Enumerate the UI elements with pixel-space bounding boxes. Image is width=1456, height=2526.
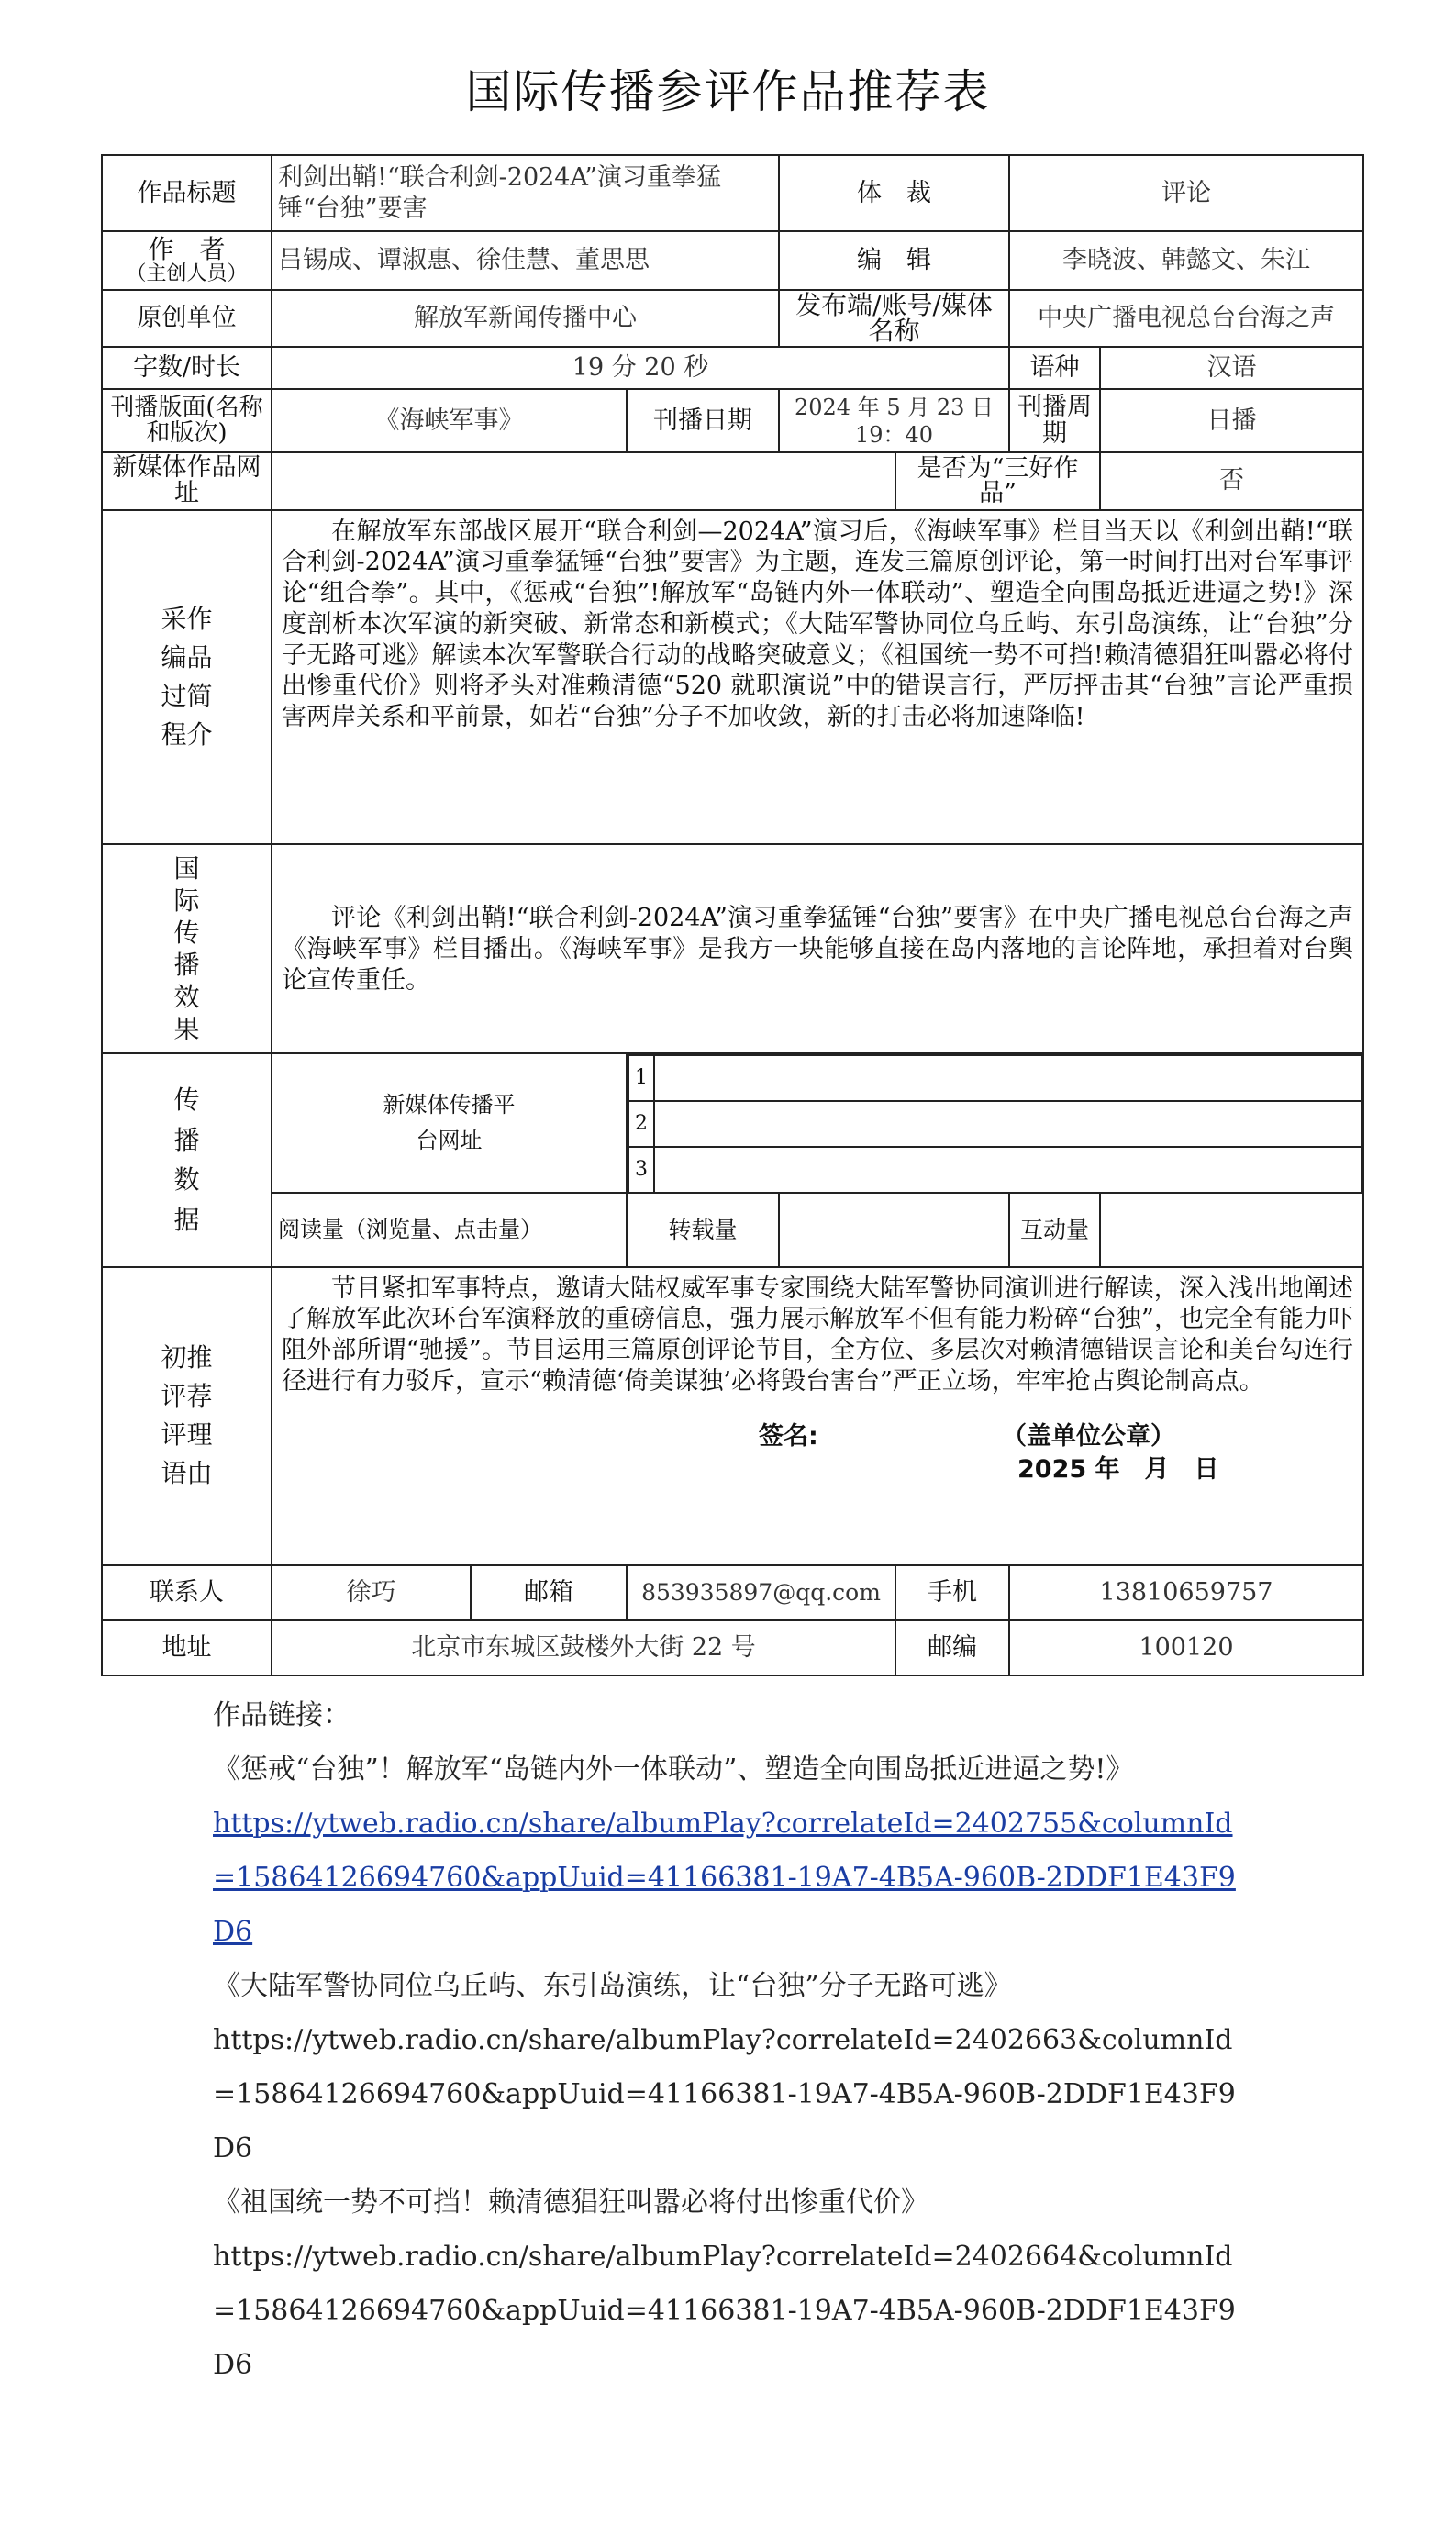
- effect-label-cell: [102, 844, 272, 1053]
- links-section: [213, 1688, 1250, 2392]
- signature-label: 签名:: [759, 1421, 818, 1451]
- length-label: 字数/时长: [102, 347, 272, 389]
- reason-text: 节目紧扣军事特点，邀请大陆权威军事专家围绕大陆军警协同演训进行解读，深入浅出地阐述了解放军此次环台军演释放的重磅信息，强力展示解放军不但有能力粉碎“台独”，也完全有能力吓阻外部所谓“驰援”。节目运用三篇原创评论节目，全方位、多层次对赖清德错误言论和美台勾连行径进行有力驳斥，宣示“赖清德‘倚美谋独’必将毁台害台”严正立场，牢牢抢占舆论制高点。: [282, 1274, 1353, 1396]
- editor-label: 编 辑: [779, 231, 1009, 290]
- good-label: 是否为“三好作品”: [895, 452, 1100, 510]
- edition-value: 《海峡军事》: [272, 389, 627, 452]
- links-heading: 作品链接：: [213, 1699, 350, 1731]
- zip-label: 邮编: [895, 1620, 1009, 1675]
- link-title: 《祖国统一势不可挡！赖清德猖狂叫嚣必将付出惨重代价》: [213, 2187, 928, 2219]
- sign-date: 2025 年 月 日: [1017, 1454, 1219, 1484]
- link-title: 《惩戒“台独”！解放军“岛链内外一体联动”、塑造全向围岛抵近进逼之势!》: [213, 1753, 1134, 1786]
- platform-row-value[interactable]: [654, 1147, 1362, 1192]
- reason-label-cell: [102, 1267, 272, 1565]
- link-url[interactable]: https://ytweb.radio.cn/share/albumPlay?correlateId=2402664&columnId=15864126694760&appUuid=41166381-19A7-4B5A-960B-2DDF1E43F9D6: [213, 2241, 1236, 2381]
- author-sub-label: （主创人员）: [126, 262, 248, 286]
- platform-label: [272, 1053, 627, 1193]
- email-label: 邮箱: [471, 1565, 627, 1620]
- reposts-label: 转载量: [627, 1193, 779, 1267]
- url-value: [272, 452, 895, 510]
- link-url[interactable]: https://ytweb.radio.cn/share/albumPlay?correlateId=2402663&columnId=15864126694760&appUuid=41166381-19A7-4B5A-960B-2DDF1E43F9D6: [213, 2024, 1236, 2164]
- language-value: 汉语: [1100, 347, 1363, 389]
- effect-label: 国际传播效果: [173, 852, 200, 1044]
- page-title: 国际传播参评作品推荐表: [465, 65, 991, 118]
- good-value: 否: [1100, 452, 1363, 510]
- work-title-label: 作品标题: [102, 155, 272, 231]
- platform-rows: [628, 1054, 1362, 1192]
- edition-label: 刊播版面(名称和版次): [102, 389, 272, 452]
- recommendation-form: [101, 154, 1364, 1676]
- address-value: 北京市东城区鼓楼外大街 22 号: [272, 1620, 895, 1675]
- unit-label: 原创单位: [102, 290, 272, 347]
- genre-value: 评论: [1009, 155, 1363, 231]
- cycle-value: 日播: [1100, 389, 1363, 452]
- platform-label-text: 新媒体传播平台网址: [383, 1092, 516, 1153]
- platform-row-number: 2: [628, 1101, 654, 1147]
- platform-row-number: 3: [628, 1147, 654, 1192]
- length-value: 19 分 20 秒: [272, 347, 1009, 389]
- process-text: 在解放军东部战区展开“联合利剑—2024A”演习后，《海峡军事》栏目当天以《利剑出鞘!“联合利剑-2024A”演习重拳猛锤“台独”要害》为主题，连发三篇原创评论，第一时间打出对台军事评论“组合拳”。其中，《惩戒“台独”!解放军“岛链内外一体联动”、塑造全向围岛抵近进逼之势!》深度剖析本次军演的新突破、新常态和新模式；《大陆军警协同位乌丘屿、东引岛演练，让“台独”分子无路可逃》解读本次军警联合行动的战略突破意义；《祖国统一势不可挡!赖清德猖狂叫嚣必将付出惨重代价》则将矛头对准赖清德“520 就职演说”中的错误言行，严厉抨击其“台独”言论严重损害两岸关系和平前景，如若“台独”分子不加收敛，新的打击必将加速降临!: [272, 510, 1363, 844]
- interact-label: 互动量: [1009, 1193, 1100, 1267]
- platform-row-value[interactable]: [654, 1101, 1362, 1147]
- author-label: 作 者: [148, 233, 226, 264]
- pubdate-value: 2024 年 5 月 23 日 19：40: [779, 389, 1009, 452]
- platform-row-number: 1: [628, 1055, 654, 1101]
- cycle-label: 刊播周期: [1009, 389, 1100, 452]
- publisher-value: 中央广播电视总台台海之声: [1009, 290, 1363, 347]
- reason-label: 初推评荐评理语由: [161, 1342, 213, 1489]
- authors-value: 吕锡成、谭淑惠、徐佳慧、董思思: [272, 231, 779, 290]
- genre-label: 体 裁: [779, 155, 1009, 231]
- address-label: 地址: [102, 1620, 272, 1675]
- effect-text: 评论《利剑出鞘!“联合利剑-2024A”演习重拳猛锤“台独”要害》在中央广播电视总台台海之声《海峡军事》栏目播出。《海峡军事》是我方一块能够直接在岛内落地的言论阵地，承担着对台舆论宣传重任。: [272, 844, 1363, 1053]
- reposts-value: [779, 1193, 1009, 1267]
- process-label: 采作编品过简程介: [161, 603, 213, 750]
- reads-label: 阅读量（浏览量、点击量）: [272, 1193, 627, 1267]
- publisher-label: 发布端/账号/媒体名称: [779, 290, 1009, 347]
- interact-value: [1100, 1193, 1363, 1267]
- reason-cell: [272, 1267, 1363, 1565]
- contact-value: 徐巧: [272, 1565, 471, 1620]
- contact-label: 联系人: [102, 1565, 272, 1620]
- platform-row-value[interactable]: [654, 1055, 1362, 1101]
- signature-block: [282, 1397, 1353, 1489]
- editors-value: 李晓波、韩懿文、朱江: [1009, 231, 1363, 290]
- zip-value: 100120: [1009, 1620, 1363, 1675]
- platform-rows-cell: [627, 1053, 1363, 1193]
- email-value: 853935897@qq.com: [627, 1565, 895, 1620]
- author-label-cell: [102, 231, 272, 290]
- link-title: 《大陆军警协同位乌丘屿、东引岛演练，让“台独”分子无路可逃》: [213, 1970, 1012, 2002]
- work-title-value: 利剑出鞘!“联合利剑-2024A”演习重拳猛锤“台独”要害: [272, 155, 779, 231]
- link-url[interactable]: https://ytweb.radio.cn/share/albumPlay?correlateId=2402755&columnId=15864126694760&appUuid=41166381-19A7-4B5A-960B-2DDF1E43F9D6: [213, 1808, 1236, 1948]
- seal-label: （盖单位公章）: [1002, 1421, 1175, 1451]
- process-label-cell: [102, 510, 272, 844]
- data-label: 传播数据: [173, 1085, 200, 1235]
- data-label-cell: [102, 1053, 272, 1267]
- url-label: 新媒体作品网址: [102, 452, 272, 510]
- unit-value: 解放军新闻传播中心: [272, 290, 779, 347]
- phone-value: 13810659757: [1009, 1565, 1363, 1620]
- language-label: 语种: [1009, 347, 1100, 389]
- phone-label: 手机: [895, 1565, 1009, 1620]
- pubdate-label: 刊播日期: [627, 389, 779, 452]
